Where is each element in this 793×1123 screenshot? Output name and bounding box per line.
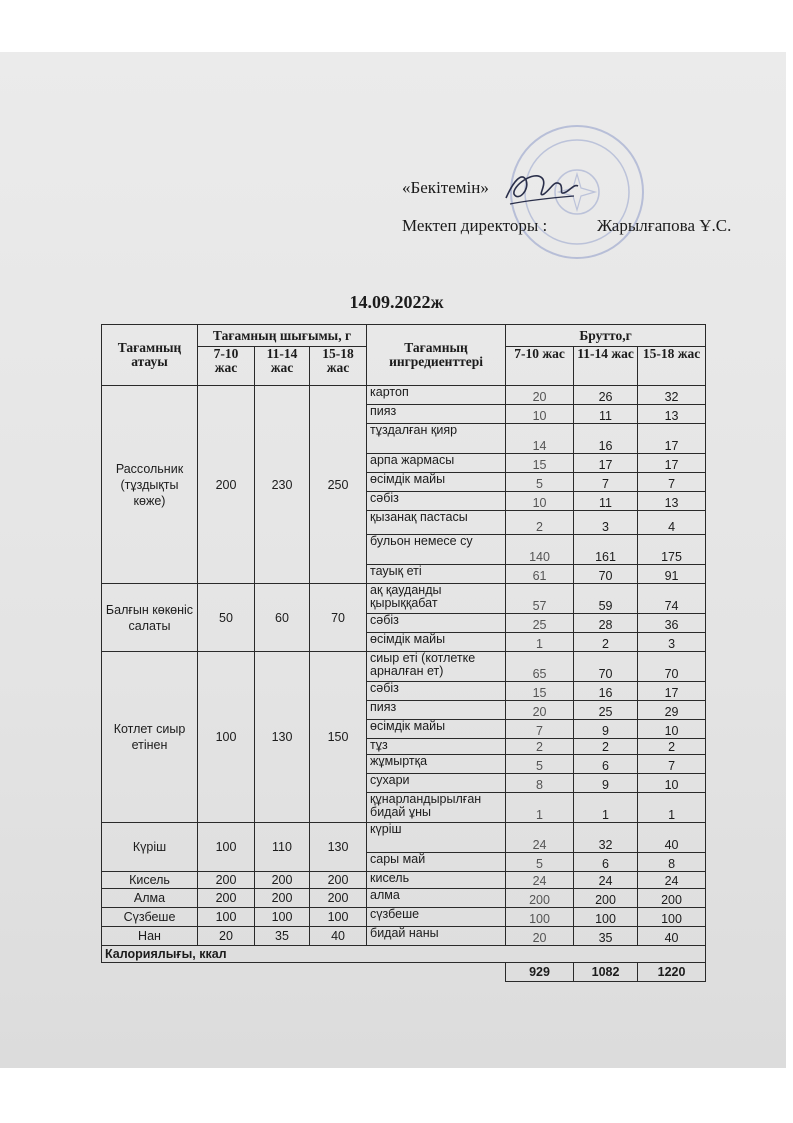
approval-label: «Бекітемін» <box>402 178 489 197</box>
ingredient-brutto: 35 <box>574 927 638 946</box>
dish-yield: 110 <box>255 823 310 872</box>
ingredient-name: өсімдік майы <box>367 473 506 492</box>
ingredient-name: тұздалған қияр <box>367 424 506 454</box>
ingredient-brutto: 2 <box>574 739 638 755</box>
ingredient-brutto: 200 <box>638 889 706 908</box>
dish-yield: 130 <box>310 823 367 872</box>
table-row <box>102 889 706 908</box>
ingredient-brutto: 140 <box>506 535 574 565</box>
table-row <box>102 927 706 946</box>
ingredient-brutto: 3 <box>638 633 706 652</box>
ingredient-brutto: 200 <box>574 889 638 908</box>
ingredient-name: бульон немесе су <box>367 535 506 565</box>
dish-yield: 130 <box>255 652 310 823</box>
ingredient-brutto: 7 <box>638 755 706 774</box>
dish-name: Күріш <box>102 823 198 872</box>
dish-yield: 100 <box>198 908 255 927</box>
ingredient-brutto: 8 <box>638 853 706 872</box>
ingredient-brutto: 10 <box>506 492 574 511</box>
ingredient-brutto: 1 <box>638 793 706 823</box>
ingredient-name: арпа жармасы <box>367 454 506 473</box>
ingredient-brutto: 7 <box>574 473 638 492</box>
ingredient-name: кисель <box>367 872 506 889</box>
menu-table <box>101 324 706 982</box>
ingredient-brutto: 24 <box>506 872 574 889</box>
ingredient-name: өсімдік майы <box>367 720 506 739</box>
ingredient-brutto: 100 <box>506 908 574 927</box>
ingredient-name: тұз <box>367 739 506 755</box>
dish-name: Кисель <box>102 872 198 889</box>
ingredient-brutto: 161 <box>574 535 638 565</box>
ingredient-name: күріш <box>367 823 506 853</box>
ingredient-brutto: 32 <box>574 823 638 853</box>
ingredient-brutto: 9 <box>574 774 638 793</box>
ingredient-brutto: 5 <box>506 755 574 774</box>
dish-yield: 250 <box>310 386 367 584</box>
ingredient-brutto: 74 <box>638 584 706 614</box>
calories-spacer <box>102 963 506 982</box>
ingredient-brutto: 13 <box>638 405 706 424</box>
header-brutto-age-3: 15-18 жас <box>638 347 706 386</box>
ingredient-brutto: 29 <box>638 701 706 720</box>
dish-name: Котлет сиыр етінен <box>102 652 198 823</box>
header-ingredients: Тағамның ингредиенттері <box>367 325 506 386</box>
header-yield-age-2: 11-14 жас <box>255 347 310 386</box>
ingredient-brutto: 17 <box>638 682 706 701</box>
calories-values-row <box>102 963 706 982</box>
ingredient-brutto: 10 <box>638 720 706 739</box>
ingredient-brutto: 32 <box>638 386 706 405</box>
ingredient-name: сухари <box>367 774 506 793</box>
dish-yield: 40 <box>310 927 367 946</box>
dish-yield: 230 <box>255 386 310 584</box>
ingredient-brutto: 17 <box>638 424 706 454</box>
ingredient-name: тауық еті <box>367 565 506 584</box>
dish-yield: 200 <box>310 872 367 889</box>
ingredient-name: ақ қауданды қырыққабат <box>367 584 506 614</box>
ingredient-name: қызанақ пастасы <box>367 511 506 535</box>
ingredient-name: алма <box>367 889 506 908</box>
ingredient-brutto: 4 <box>638 511 706 535</box>
ingredient-brutto: 11 <box>574 405 638 424</box>
ingredient-brutto: 17 <box>574 454 638 473</box>
ingredient-brutto: 17 <box>638 454 706 473</box>
header-brutto-age-2: 11-14 жас <box>574 347 638 386</box>
ingredient-brutto: 5 <box>506 473 574 492</box>
dish-name: Рассольник (тұздықты көже) <box>102 386 198 584</box>
ingredient-brutto: 7 <box>638 473 706 492</box>
ingredient-brutto: 16 <box>574 424 638 454</box>
ingredient-brutto: 175 <box>638 535 706 565</box>
dish-name: Алма <box>102 889 198 908</box>
ingredient-name: картоп <box>367 386 506 405</box>
dish-yield: 70 <box>310 584 367 652</box>
ingredient-brutto: 20 <box>506 386 574 405</box>
ingredient-brutto: 6 <box>574 755 638 774</box>
ingredient-brutto: 1 <box>574 793 638 823</box>
dish-yield: 200 <box>198 872 255 889</box>
dish-yield: 200 <box>255 872 310 889</box>
ingredient-brutto: 5 <box>506 853 574 872</box>
ingredient-brutto: 2 <box>506 739 574 755</box>
ingredient-brutto: 20 <box>506 701 574 720</box>
ingredient-name: сәбіз <box>367 682 506 701</box>
ingredient-brutto: 11 <box>574 492 638 511</box>
calories-value: 929 <box>506 963 574 982</box>
ingredient-brutto: 15 <box>506 682 574 701</box>
ingredient-brutto: 28 <box>574 614 638 633</box>
ingredient-brutto: 24 <box>506 823 574 853</box>
ingredient-brutto: 10 <box>638 774 706 793</box>
ingredient-brutto: 100 <box>574 908 638 927</box>
header-yield-age-3: 15-18 жас <box>310 347 367 386</box>
table-row <box>102 386 706 405</box>
ingredient-name: бидай наны <box>367 927 506 946</box>
ingredient-brutto: 3 <box>574 511 638 535</box>
director-label: Мектеп директоры : <box>402 216 548 235</box>
ingredient-name: пияз <box>367 405 506 424</box>
ingredient-brutto: 26 <box>574 386 638 405</box>
ingredient-brutto: 70 <box>638 652 706 682</box>
ingredient-name: құнарландырылған бидай ұны <box>367 793 506 823</box>
ingredient-brutto: 24 <box>638 872 706 889</box>
ingredient-brutto: 14 <box>506 424 574 454</box>
calories-value: 1082 <box>574 963 638 982</box>
ingredient-brutto: 8 <box>506 774 574 793</box>
dish-yield: 100 <box>255 908 310 927</box>
ingredient-name: сары май <box>367 853 506 872</box>
dish-yield: 200 <box>198 386 255 584</box>
ingredient-brutto: 6 <box>574 853 638 872</box>
table-row <box>102 872 706 889</box>
dish-yield: 60 <box>255 584 310 652</box>
header-yield-age-1: 7-10 жас <box>198 347 255 386</box>
ingredient-name: сиыр еті (котлетке арналған ет) <box>367 652 506 682</box>
dish-yield: 50 <box>198 584 255 652</box>
ingredient-brutto: 7 <box>506 720 574 739</box>
dish-yield: 200 <box>255 889 310 908</box>
ingredient-brutto: 59 <box>574 584 638 614</box>
ingredient-name: сүзбеше <box>367 908 506 927</box>
dish-name: Сүзбеше <box>102 908 198 927</box>
dish-yield: 35 <box>255 927 310 946</box>
ingredient-brutto: 36 <box>638 614 706 633</box>
header-dish-name: Тағамның атауы <box>102 325 198 386</box>
director-signature <box>500 158 580 218</box>
ingredient-brutto: 25 <box>506 614 574 633</box>
menu-date: 14.09.2022ж <box>349 292 444 312</box>
dish-yield: 100 <box>198 652 255 823</box>
ingredient-brutto: 65 <box>506 652 574 682</box>
ingredient-brutto: 2 <box>638 739 706 755</box>
ingredient-brutto: 57 <box>506 584 574 614</box>
calories-value: 1220 <box>638 963 706 982</box>
header-brutto: Брутто,г <box>506 325 706 347</box>
ingredient-brutto: 61 <box>506 565 574 584</box>
ingredient-brutto: 200 <box>506 889 574 908</box>
calories-label: Калориялығы, ккал <box>102 946 706 963</box>
dish-yield: 100 <box>198 823 255 872</box>
dish-yield: 200 <box>310 889 367 908</box>
ingredient-brutto: 16 <box>574 682 638 701</box>
dish-yield: 20 <box>198 927 255 946</box>
ingredient-brutto: 25 <box>574 701 638 720</box>
ingredient-brutto: 13 <box>638 492 706 511</box>
ingredient-brutto: 40 <box>638 927 706 946</box>
ingredient-brutto: 24 <box>574 872 638 889</box>
ingredient-name: сәбіз <box>367 492 506 511</box>
ingredient-brutto: 1 <box>506 633 574 652</box>
ingredient-brutto: 70 <box>574 652 638 682</box>
header-brutto-age-1: 7-10 жас <box>506 347 574 386</box>
ingredient-name: жұмыртқа <box>367 755 506 774</box>
ingredient-brutto: 2 <box>506 511 574 535</box>
director-name: Жарылғапова Ұ.С. <box>597 216 732 235</box>
dish-yield: 100 <box>310 908 367 927</box>
table-row <box>102 652 706 682</box>
dish-name: Балғын көкөніс салаты <box>102 584 198 652</box>
ingredient-brutto: 2 <box>574 633 638 652</box>
ingredient-brutto: 40 <box>638 823 706 853</box>
ingredient-brutto: 15 <box>506 454 574 473</box>
header-yield: Тағамның шығымы, г <box>198 325 367 347</box>
ingredient-name: өсімдік майы <box>367 633 506 652</box>
table-row <box>102 823 706 853</box>
ingredient-brutto: 10 <box>506 405 574 424</box>
dish-name: Нан <box>102 927 198 946</box>
dish-yield: 200 <box>198 889 255 908</box>
ingredient-brutto: 20 <box>506 927 574 946</box>
table-row <box>102 908 706 927</box>
dish-yield: 150 <box>310 652 367 823</box>
ingredient-name: сәбіз <box>367 614 506 633</box>
table-row <box>102 584 706 614</box>
ingredient-brutto: 91 <box>638 565 706 584</box>
ingredient-brutto: 1 <box>506 793 574 823</box>
ingredient-brutto: 9 <box>574 720 638 739</box>
ingredient-brutto: 70 <box>574 565 638 584</box>
calories-row <box>102 946 706 963</box>
ingredient-name: пияз <box>367 701 506 720</box>
ingredient-brutto: 100 <box>638 908 706 927</box>
